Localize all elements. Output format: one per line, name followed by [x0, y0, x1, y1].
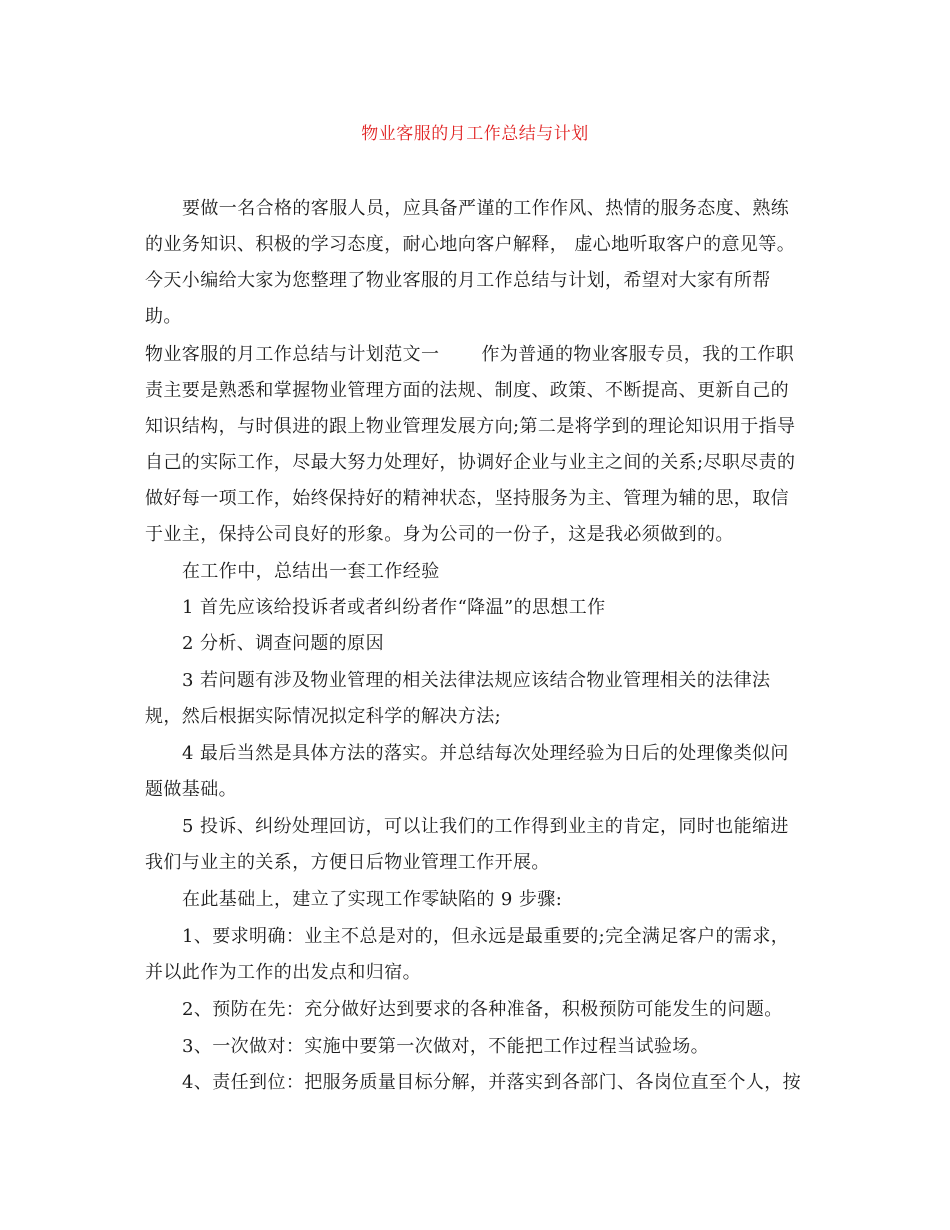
paragraph-line: 要做一名合格的客服人员，应具备严谨的工作作风、热情的服务态度、熟练 [182, 198, 790, 219]
list-item: 5 投诉、纠纷处理回访，可以让我们的工作得到业主的肯定，同时也能缩进 [182, 816, 789, 837]
paragraph-line: 知识结构，与时俱进的跟上物业管理发展方向;第二是将学到的理论知识用于指导 [145, 416, 796, 437]
list-item: 1 首先应该给投诉者或者纠纷者作“降温”的思想工作 [182, 597, 606, 618]
paragraph-text: 作为普通的物业客服专员，我的工作职 [481, 344, 795, 365]
list-item: 3 若问题有涉及物业管理的相关法律法规应该结合物业管理相关的法律法 [182, 670, 771, 691]
paragraph-line: 自己的实际工作，尽最大努力处理好，协调好企业与业主之间的关系;尽职尽责的 [145, 452, 796, 473]
paragraph-line: 责主要是熟悉和掌握物业管理方面的法规、制度、政策、不断提高、更新自己的 [145, 380, 789, 401]
section-heading-line [145, 342, 794, 368]
paragraph-line: 的业务知识、积极的学习态度，耐心地向客户解释， 虚心地听取客户的意见等。 [145, 234, 796, 255]
list-item: 1、要求明确：业主不总是对的，但永远是最重要的;完全满足客户的需求， [182, 926, 790, 947]
list-item: 3、一次做对：实施中要第一次做对，不能把工作过程当试验场。 [182, 1036, 710, 1057]
list-item: 2、预防在先：充分做好达到要求的各种准备，积极预防可能发生的问题。 [182, 999, 783, 1020]
document-title: 物业客服的月工作总结与计划 [361, 124, 589, 144]
paragraph-line: 我们与业主的关系，方便日后物业管理工作开展。 [145, 852, 550, 873]
section-heading: 物业客服的月工作总结与计划范文一 [145, 344, 440, 365]
paragraph-line: 于业主，保持公司良好的形象。身为公司的一份子，这是我必须做到的。 [145, 524, 734, 545]
list-item: 4、责任到位：把服务质量目标分解，并落实到各部门、各岗位直至个人，按 [182, 1072, 802, 1093]
list-item: 2 分析、调查问题的原因 [182, 633, 384, 654]
paragraph-line: 做好每一项工作，始终保持好的精神状态，坚持服务为主、管理为辅的思，取信 [145, 488, 789, 509]
paragraph-line: 今天小编给大家为您整理了物业客服的月工作总结与计划，希望对大家有所帮 [145, 270, 771, 291]
paragraph-line: 在此基础上，建立了实现工作零缺陷的 9 步骤: [182, 889, 563, 910]
paragraph-line: 并以此作为工作的出发点和归宿。 [145, 962, 421, 983]
paragraph-line: 题做基础。 [145, 779, 237, 800]
paragraph-line: 在工作中，总结出一套工作经验 [182, 561, 440, 582]
paragraph-line: 助。 [145, 306, 182, 327]
list-item: 4 最后当然是具体方法的落实。并总结每次处理经验为日后的处理像类似问 [182, 743, 789, 764]
paragraph-line: 规，然后根据实际情况拟定科学的解决方法; [145, 706, 502, 727]
